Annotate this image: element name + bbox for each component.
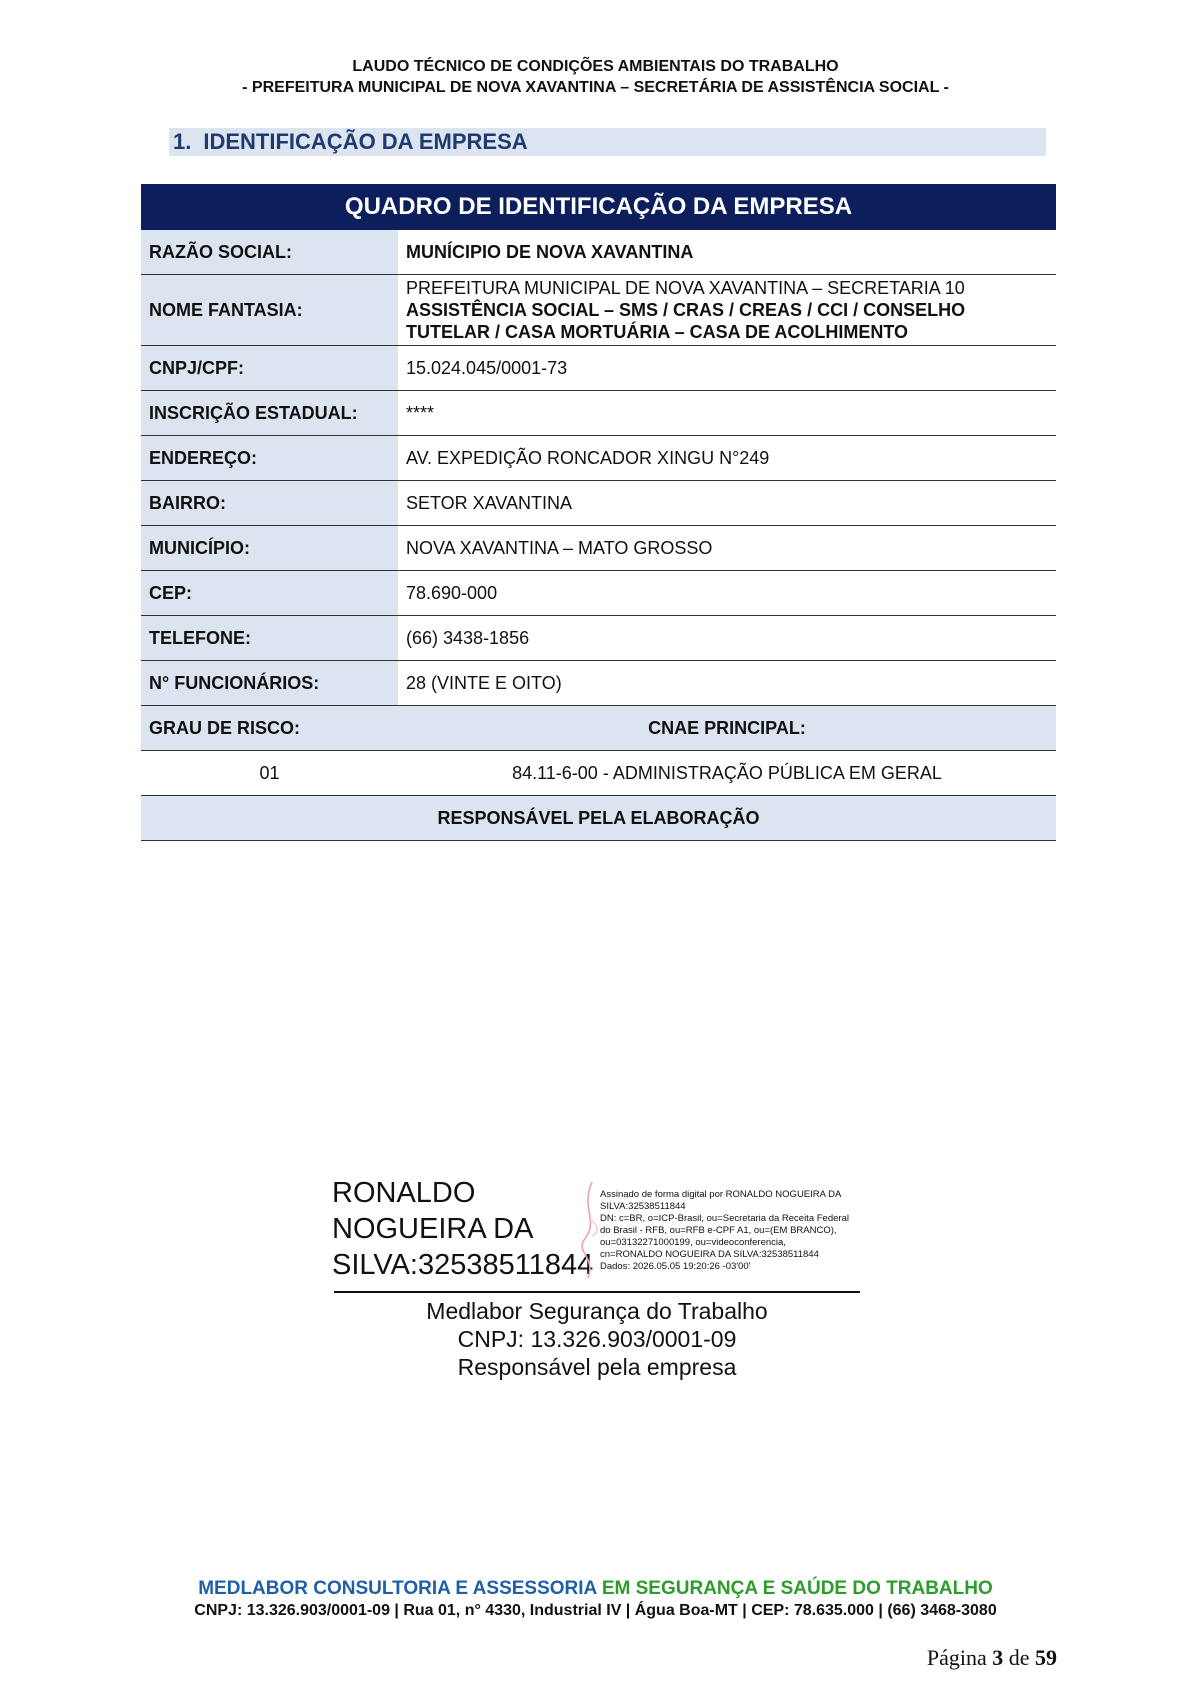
table-row — [141, 481, 1056, 526]
digital-signature — [332, 1175, 862, 1283]
row-label: INSCRIÇÃO ESTADUAL: — [141, 391, 398, 436]
nome-fantasia-value — [398, 275, 1056, 346]
section-title-text: IDENTIFICAÇÃO DA EMPRESA — [203, 129, 528, 154]
page-prefix: Página — [926, 1645, 987, 1670]
signature-detail-line: Dados: 2026.05.05 19:20:26 -03'00' — [600, 1261, 751, 1272]
razao-social-label: RAZÃO SOCIAL: — [141, 230, 398, 275]
footer-company-blue: MEDLABOR CONSULTORIA E ASSESSORIA — [198, 1578, 597, 1599]
caption-company: Medlabor Segurança do Trabalho — [426, 1298, 768, 1324]
grau-risco-value: 01 — [141, 751, 398, 796]
table-row — [141, 526, 1056, 571]
table-row — [141, 436, 1056, 481]
signature-detail-line: ou=03132271000199, ou=videoconferencia, — [600, 1237, 786, 1248]
footer-company-green: EM SEGURANÇA E SAÚDE DO TRABALHO — [601, 1578, 993, 1599]
signature-caption — [334, 1297, 860, 1381]
nome-fantasia-label: NOME FANTASIA: — [141, 275, 398, 346]
nome-fantasia-line-1: PREFEITURA MUNICIPAL DE NOVA XAVANTINA – SECRETARIA 10 — [406, 278, 965, 298]
table-row — [141, 275, 1056, 346]
signature-details — [600, 1189, 855, 1273]
caption-cnpj: CNPJ: 13.326.903/0001-09 — [457, 1326, 737, 1352]
table-row — [141, 230, 1056, 275]
section-number: 1. — [173, 129, 192, 154]
signature-detail-line: SILVA:32538511844 — [600, 1201, 686, 1212]
signer-name-line: NOGUEIRA DA — [332, 1213, 534, 1245]
table-row — [141, 346, 1056, 391]
table-row — [141, 661, 1056, 706]
footer-contact: CNPJ: 13.326.903/0001-09 | Rua 01, n° 4330, Industrial IV | Água Boa-MT | CEP: 78.635.000 | (66) 3468-3080 — [194, 1602, 997, 1619]
signature-detail-line: cn=RONALDO NOGUEIRA DA SILVA:32538511844 — [600, 1249, 819, 1260]
table-title: QUADRO DE IDENTIFICAÇÃO DA EMPRESA — [141, 184, 1056, 230]
page-of: de — [1008, 1645, 1030, 1670]
row-label: ENDEREÇO: — [141, 436, 398, 481]
cnae-principal-label: CNAE PRINCIPAL: — [398, 706, 1056, 751]
caption-role: Responsável pela empresa — [457, 1354, 737, 1380]
signer-name-line: SILVA:32538511844 — [332, 1249, 594, 1281]
signature-line — [334, 1291, 860, 1293]
table-row — [141, 391, 1056, 436]
row-value: NOVA XAVANTINA – MATO GROSSO — [398, 526, 1056, 571]
signature-detail-line: Assinado de forma digital por RONALDO NOGUEIRA DA — [600, 1189, 842, 1200]
header-line-1: LAUDO TÉCNICO DE CONDIÇÕES AMBIENTAIS DO TRABALHO — [352, 58, 839, 75]
section-title — [169, 128, 1046, 156]
table-row — [141, 751, 1056, 796]
company-identification-table — [141, 184, 1056, 841]
table-row — [141, 571, 1056, 616]
page-total: 59 — [1035, 1645, 1057, 1670]
grau-risco-label: GRAU DE RISCO: — [141, 706, 398, 751]
signature-detail-line: do Brasil - RFB, ou=RFB e-CPF A1, ou=(EM BRANCO), — [600, 1225, 837, 1236]
row-label: TELEFONE: — [141, 616, 398, 661]
signer-name — [332, 1175, 594, 1283]
header-line-2: - PREFEITURA MUNICIPAL DE NOVA XAVANTINA – SECRETÁRIA DE ASSISTÊNCIA SOCIAL - — [242, 79, 949, 96]
row-label: CNPJ/CPF: — [141, 346, 398, 391]
page-current: 3 — [992, 1645, 1004, 1670]
row-value: 28 (VINTE E OITO) — [398, 661, 1056, 706]
footer-company — [0, 1578, 1191, 1600]
signature-detail-line: DN: c=BR, o=ICP-Brasil, ou=Secretaria da Receita Federal — [600, 1213, 849, 1224]
row-label: MUNICÍPIO: — [141, 526, 398, 571]
table-row — [141, 706, 1056, 751]
row-value: SETOR XAVANTINA — [398, 481, 1056, 526]
table-row — [141, 796, 1056, 841]
row-value: 78.690-000 — [398, 571, 1056, 616]
row-label: N° FUNCIONÁRIOS: — [141, 661, 398, 706]
signer-name-line: RONALDO — [332, 1177, 476, 1209]
responsavel-label: RESPONSÁVEL PELA ELABORAÇÃO — [141, 796, 1056, 841]
row-value: **** — [398, 391, 1056, 436]
table-row — [141, 616, 1056, 661]
row-value: AV. EXPEDIÇÃO RONCADOR XINGU N°249 — [398, 436, 1056, 481]
document-header — [0, 56, 1191, 98]
razao-social-value: MUNÍCIPIO DE NOVA XAVANTINA — [398, 230, 1056, 275]
cnae-principal-value: 84.11-6-00 - ADMINISTRAÇÃO PÚBLICA EM GERAL — [398, 751, 1056, 796]
row-value: 15.024.045/0001-73 — [398, 346, 1056, 391]
page-number — [927, 1645, 1057, 1671]
row-label: BAIRRO: — [141, 481, 398, 526]
row-value: (66) 3438-1856 — [398, 616, 1056, 661]
nome-fantasia-line-2: ASSISTÊNCIA SOCIAL – SMS / CRAS / CREAS / CCI / CONSELHO TUTELAR / CASA MORTUÁRIA – CASA DE ACOLHIMENTO — [406, 300, 966, 342]
row-label: CEP: — [141, 571, 398, 616]
